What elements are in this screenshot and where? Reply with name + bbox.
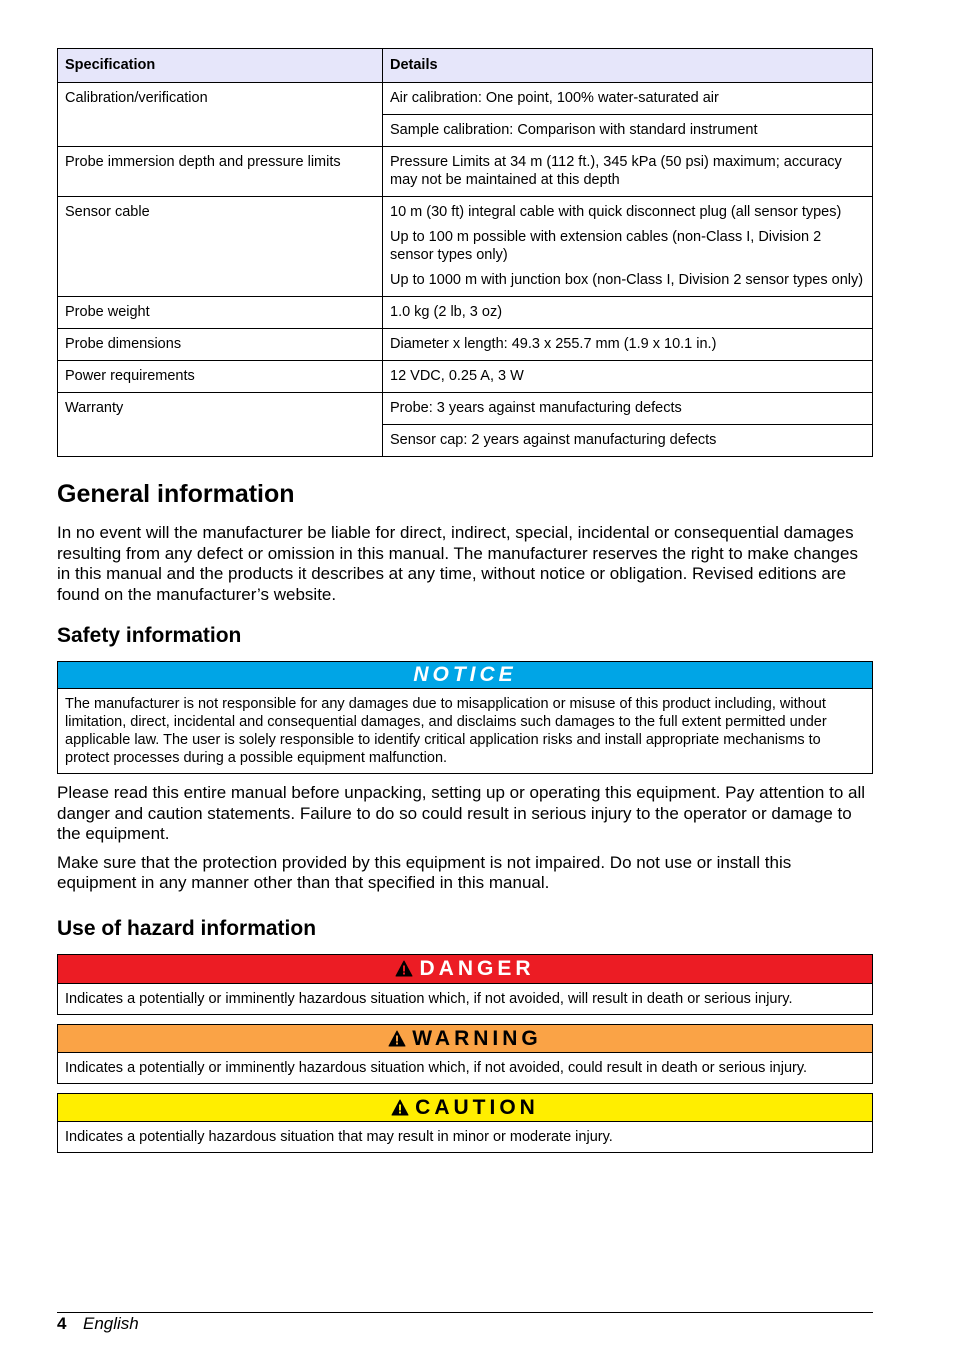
footer-language: English [83, 1314, 139, 1333]
spec-cell: Probe weight [58, 297, 383, 329]
table-row [58, 297, 873, 329]
details-cell: Sensor cap: 2 years against manufacturing defects [383, 425, 873, 457]
safety-information-heading: Safety information [57, 624, 242, 647]
spec-cell: Warranty [58, 393, 383, 457]
warning-triangle-icon [391, 1099, 409, 1116]
details-cell: Pressure Limits at 34 m (112 ft.), 345 kPa (50 psi) maximum; accuracy may not be maintained at this depth [383, 147, 873, 197]
warning-triangle-icon [388, 1030, 406, 1047]
safety-paragraph: Please read this entire manual before unpacking, setting up or operating this equipment. Pay attention to all danger and caution statements. Failure to do so could result in serious injury to the operator or damage to the equipment. [57, 783, 866, 843]
danger-header [58, 955, 872, 984]
specifications-table [57, 48, 873, 457]
warning-label: WARNING [412, 1026, 542, 1050]
caution-header [58, 1094, 872, 1122]
warning-header [58, 1025, 872, 1053]
warning-triangle-icon [395, 960, 413, 977]
details-cell: Air calibration: One point, 100% water-saturated air [383, 83, 873, 115]
table-row [58, 393, 873, 425]
caution-box [57, 1093, 873, 1153]
danger-box [57, 954, 873, 1015]
details-cell: 12 VDC, 0.25 A, 3 W [383, 361, 873, 393]
table-header-row [58, 49, 873, 83]
spec-cell: Probe immersion depth and pressure limits [58, 147, 383, 197]
caution-label: CAUTION [415, 1095, 539, 1119]
hazard-information-heading: Use of hazard information [57, 916, 317, 940]
table-header-details: Details [383, 49, 873, 83]
page-content [57, 48, 873, 1162]
spec-cell: Power requirements [58, 361, 383, 393]
page-number: 4 [57, 1314, 67, 1333]
table-row [58, 83, 873, 115]
danger-label: DANGER [419, 956, 535, 980]
details-cell: Probe: 3 years against manufacturing defects [383, 393, 873, 425]
details-line: Up to 1000 m with junction box (non-Class I, Division 2 sensor types only) [390, 272, 864, 288]
warning-text: Indicates a potentially or imminently hazardous situation which, if not avoided, could result in death or serious injury. [65, 1059, 808, 1076]
danger-text: Indicates a potentially or imminently hazardous situation which, if not avoided, will result in death or serious injury. [65, 990, 793, 1007]
table-row [58, 329, 873, 361]
table-row [58, 147, 873, 197]
details-line: Up to 100 m possible with extension cables (non-Class I, Division 2 sensor types only) [390, 229, 822, 263]
page-footer [57, 1312, 873, 1333]
details-cell: Sample calibration: Comparison with standard instrument [383, 115, 873, 147]
notice-box [57, 661, 873, 774]
notice-label: NOTICE [58, 662, 872, 689]
details-line: 10 m (30 ft) integral cable with quick disconnect plug (all sensor types) [390, 204, 842, 220]
safety-paragraph: Make sure that the protection provided by this equipment is not impaired. Do not use or install this equipment in any manner other than that specified in this manual. [57, 852, 792, 892]
details-cell [383, 197, 873, 297]
table-header-specification: Specification [58, 49, 383, 83]
spec-cell: Probe dimensions [58, 329, 383, 361]
details-cell: 1.0 kg (2 lb, 3 oz) [383, 297, 873, 329]
notice-text: The manufacturer is not responsible for any damages due to misapplication or misuse of this product including, without limitation, direct, incidental and consequential damages, and disclaims such damages to the full extent permitted under applicable law. The user is solely responsible to identify critical application risks and install appropriate mechanisms to protect processes during a possible equipment malfunction. [65, 696, 827, 766]
spec-cell: Sensor cable [58, 197, 383, 297]
general-information-text: In no event will the manufacturer be liable for direct, indirect, special, incidental or consequential damages resulting from any defect or omission in this manual. The manufacturer reserves the right to make changes in this manual and the products it describes at any time, without notice or obligation. Revised editions are found on the manufacturer’s website. [57, 523, 858, 604]
warning-box [57, 1024, 873, 1084]
caution-text: Indicates a potentially hazardous situation that may result in minor or moderate injury. [65, 1128, 613, 1145]
spec-cell: Calibration/verification [58, 83, 383, 147]
table-row [58, 197, 873, 297]
table-row [58, 361, 873, 393]
general-information-heading: General information [57, 480, 295, 508]
details-cell: Diameter x length: 49.3 x 255.7 mm (1.9 x 10.1 in.) [383, 329, 873, 361]
